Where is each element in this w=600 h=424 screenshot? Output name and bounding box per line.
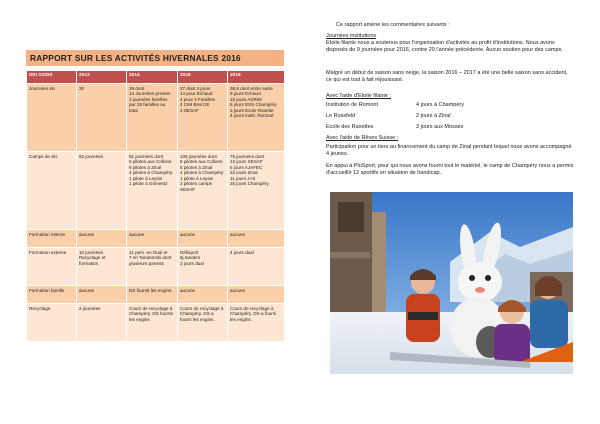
table-row [27,304,285,342]
paragraph-season: Malgré un début de saison sans neige, la saison 2016 – 2017 a été une belle saison sans accident, ce qui est tout à fait réjouissant. [326,70,568,83]
ski-group-photo [330,192,573,374]
etoile-list [326,102,566,132]
item-name: Le Rossfeld [326,113,356,119]
row-label: Formation externe [27,248,77,286]
table-cell: Cours de recyclage à Champéry. DS fournit les engins [127,304,178,342]
table-cell: 38.5 dont entre autre 9 jours Echaud 10 jours ASRIM 5 jours ESS Champéry 3 jours Ecole Raxette 4 jours Instit. Romont [228,84,285,152]
item-name: Ecole des Raxettes [326,124,374,130]
item-value: 3 jours aux Mosses [416,124,464,130]
table-cell: 91 journées dont 5 pilotes aux Collons 6 pilotes à Zinal 4 pilotes à Champéry 1 pilote à Leysin 1 pilote à Grimentz [127,152,178,230]
table-cell: 82 journées [77,152,127,230]
paragraph-plusport: En appui à PluSport, pour qui nous avons fourni tout le matériel, le camp de Champéry nous a permis d'accueillir 12 sportifs en situation de handicap. [326,163,574,176]
table-row [27,248,285,286]
row-label: Camps de ski [27,152,77,230]
row-label: Formation interne [27,230,77,248]
row-label: Recyclage [27,304,77,342]
intro-text: Ce rapport amène les commentaires suivants : [336,22,450,28]
table-cell: aucune [127,230,178,248]
table-cell: aucune [228,286,285,304]
item-value: 4 jours à Champéry [416,102,464,108]
table-cell: DS fournit les engins [127,286,178,304]
list-item [326,113,566,121]
activities-table [26,70,285,342]
heading-institutions: Journées institutions [326,33,377,39]
header-cell: 2013 [77,71,127,84]
table-cell: 75 journées dont 12 jours SESAF 5 jours AJAFEC 22 jours Zinal 11 jours J+S 25 jours Champéry [228,152,285,230]
table-cell: aucune [178,286,228,304]
table-cell: 4 jours dual [228,248,285,286]
table-cell: aucune [77,286,127,304]
item-value: 2 jours à Zinal [416,113,451,119]
row-label: Journées ski [27,84,77,152]
header-cell: SKI ASSIS [27,71,77,84]
paragraph-reves: Participation pour un tiers au financement du camp de Zinal pendant lequel nous avons accompagné 4 jeunes. [326,144,572,157]
table-cell: 11 pers. en Dual et 7 en Tandemski dont plusieurs parents [127,248,178,286]
report-title: RAPPORT SUR LES ACTIVITÉS HIVERNALES 2016 [26,50,284,66]
heading-reves: Avec l'aide de Rêves Suisse : [326,135,399,141]
heading-etoile: Avec l'aide d'Etoile filante : [326,93,391,99]
table-row [27,286,285,304]
table-cell: aucune [228,230,285,248]
table-row [27,230,285,248]
table-row [27,152,285,230]
table-cell: Défisport 6j tandem 3 jours dual [178,248,228,286]
table-header-row [27,71,285,84]
table-row [27,84,285,152]
header-cell: 2015 [178,71,228,84]
list-item [326,124,566,132]
table-cell: 10 journées Recyclage et formation [77,248,127,286]
table-cell: Cours de recyclage à Champéry. DS a fourni les engins. [178,304,228,342]
header-cell: 2014 [127,71,178,84]
table-cell: Cours de recyclage à Champéry. DS a fourni les engins. [228,304,285,342]
table-cell: 39 dont 14 Journées privées 3 journées familles par 28 familles au total [127,84,178,152]
table-cell: 30 [77,84,127,152]
table-cell: 2 journées [77,304,127,342]
table-cell: 105 journées dont 5 pilotes aux Collons 5 pilotes à Zinal 4 pilotes à Champéry 1 pilote à Leysin 3 pilotes camps SESAF [178,152,228,230]
table-cell: aucune [178,230,228,248]
item-name: Institution de Romont [326,102,378,108]
table-cell: 27 dont 3 jours 14 pour Echaud 4 pour 2 Familles 4 CIM Bral GE 3 SESAF [178,84,228,152]
paragraph-institutions: Etoile filante nous a soutenus pour l'organisation d'activités au profit d'institutions. Nous avons disposés de 9 journées pour 2016, contre 20 l'année précédente. Aucun soutien pour des camps. [326,40,563,53]
list-item [326,102,566,110]
header-cell: 2016 [228,71,285,84]
row-label: Formation famille [27,286,77,304]
table-cell: aucune [77,230,127,248]
